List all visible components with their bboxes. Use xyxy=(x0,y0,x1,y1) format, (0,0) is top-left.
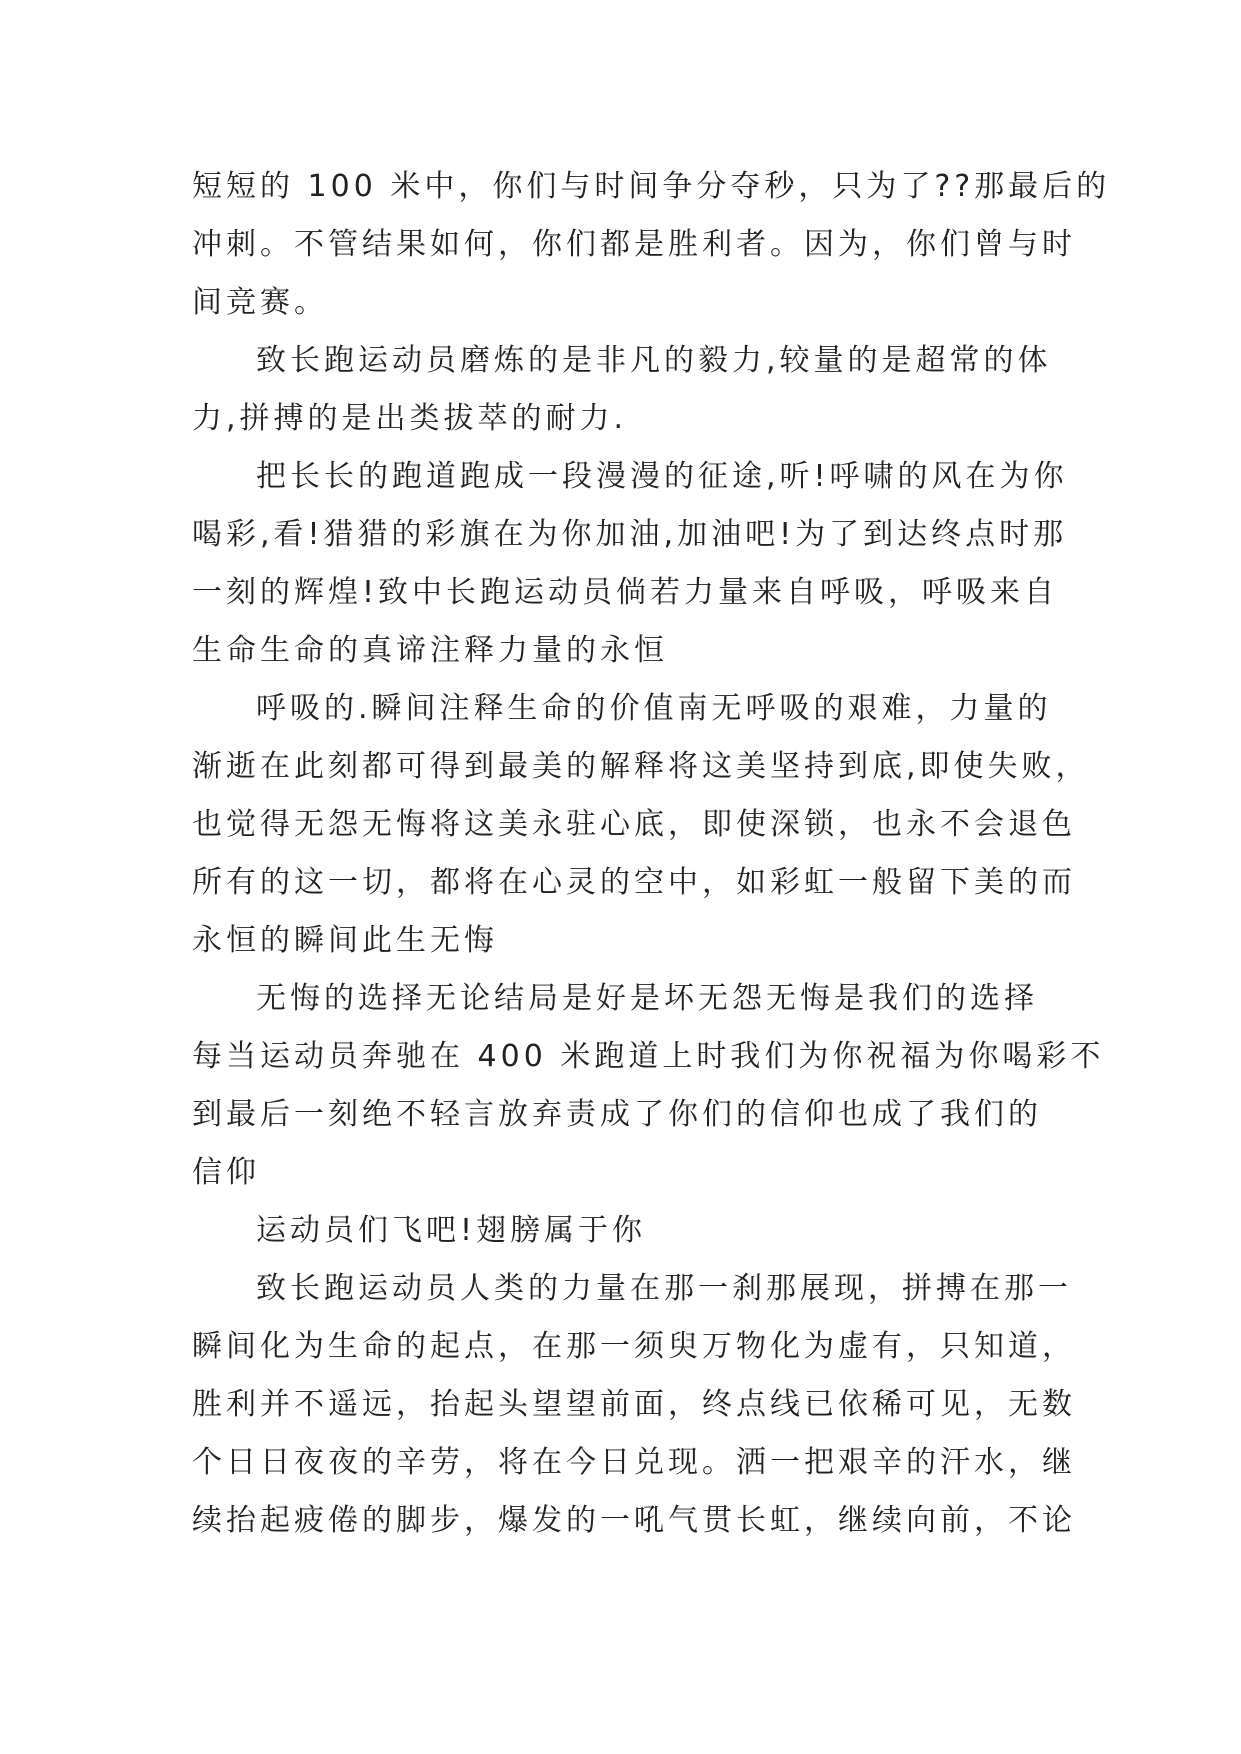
text-line: 致长跑运动员人类的力量在那一刹那展现，拼搏在那一 xyxy=(256,1271,1072,1306)
text-line: 到最后一刻绝不轻言放弃责成了你们的信仰也成了我们的 xyxy=(192,1097,1042,1132)
text-line: 渐逝在此刻都可得到最美的解释将这美坚持到底,即使失败， xyxy=(192,749,1090,784)
text-line: 胜利并不遥远，抬起头望望前面，终点线已依稀可见，无数 xyxy=(192,1387,1076,1422)
text-line: 生命生命的真谛注释力量的永恒 xyxy=(192,633,668,668)
text-line: 间竞赛。 xyxy=(192,285,328,320)
text-line: 续抬起疲倦的脚步，爆发的一吼气贯长虹，继续向前，不论 xyxy=(192,1503,1076,1538)
text-line: 个日日夜夜的辛劳，将在今日兑现。洒一把艰辛的汗水，继 xyxy=(192,1445,1076,1480)
text-line: 短短的 100 米中，你们与时间争分夺秒，只为了??那最后的 xyxy=(192,169,1111,204)
text-line: 把长长的跑道跑成一段漫漫的征途,听!呼啸的风在为你 xyxy=(256,459,1068,494)
text-line: 所有的这一切，都将在心灵的空中，如彩虹一般留下美的而 xyxy=(192,865,1076,900)
text-line: 运动员们飞吧!翅膀属于你 xyxy=(256,1213,647,1248)
text-line: 力,拼搏的是出类拔萃的耐力. xyxy=(192,401,628,436)
text-line: 信仰 xyxy=(192,1155,260,1190)
text-line: 冲刺。不管结果如何，你们都是胜利者。因为，你们曾与时 xyxy=(192,227,1076,262)
text-line: 喝彩,看!猎猎的彩旗在为你加油,加油吧!为了到达终点时那 xyxy=(192,517,1068,552)
text-line: 呼吸的.瞬间注释生命的价值南无呼吸的艰难，力量的 xyxy=(256,691,1052,726)
text-line: 永恒的瞬间此生无悔 xyxy=(192,923,498,958)
text-line: 也觉得无怨无悔将这美永驻心底，即使深锁，也永不会退色 xyxy=(192,807,1076,842)
text-line: 瞬间化为生命的起点，在那一须臾万物化为虚有，只知道， xyxy=(192,1329,1076,1364)
text-line: 一刻的辉煌!致中长跑运动员倘若力量来自呼吸，呼吸来自 xyxy=(192,575,1059,610)
text-line: 每当运动员奔驰在 400 米跑道上时我们为你祝福为你喝彩不 xyxy=(192,1039,1105,1074)
text-line: 无悔的选择无论结局是好是坏无怨无悔是我们的选择 xyxy=(256,981,1038,1016)
text-line: 致长跑运动员磨炼的是非凡的毅力,较量的是超常的体 xyxy=(256,343,1052,378)
